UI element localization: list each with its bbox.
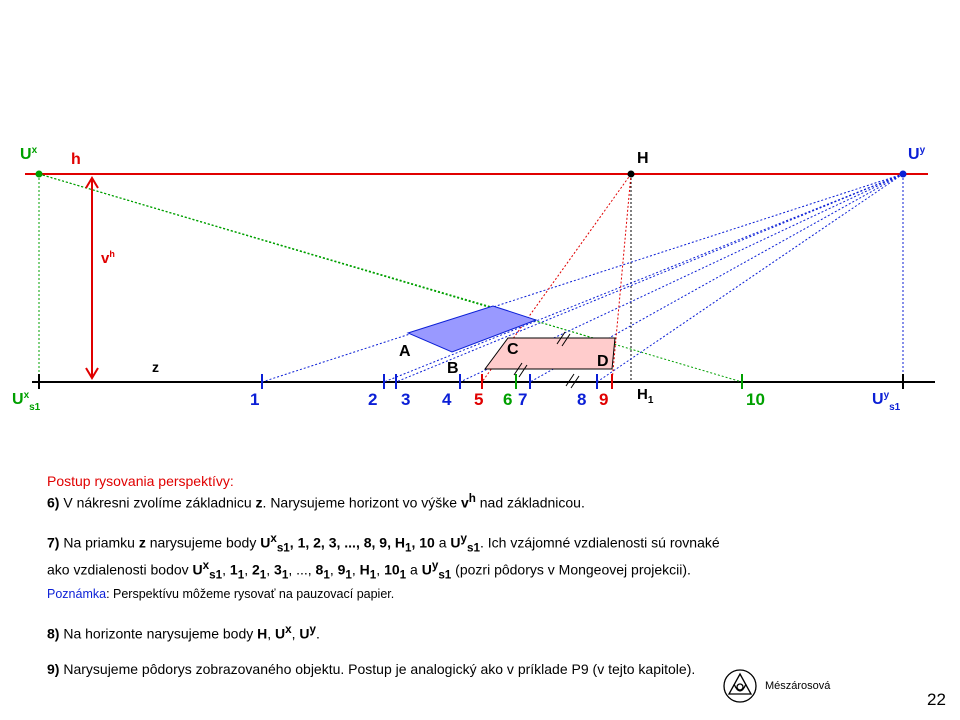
page-number: 22 <box>927 690 946 709</box>
label-h: h <box>71 151 81 168</box>
tick-label-6: 6 <box>503 390 513 409</box>
tick-label-1: 1 <box>250 390 260 409</box>
uy-point <box>900 171 907 178</box>
label-B: B <box>447 360 459 377</box>
tick-label-10: 10 <box>746 390 765 409</box>
label-H1: $H_1$ <box>637 386 654 406</box>
tick-label-3: 3 <box>401 390 411 409</box>
green-construction-lines <box>39 174 742 382</box>
tick-label-2: 2 <box>368 390 378 409</box>
step-7: 7) Na priamku z narysujeme body $U^x_{s1}$, 1, 2, 3, ..., 8, 9, $H_1$, 10 a $U^y_{s1}$. Ich vzájomné vzdialenosti sú rovnaké <box>47 531 720 555</box>
step-8: 8) Na horizonte narysujeme body H, $U^x$, $U^y$. <box>47 622 320 642</box>
instructions <box>47 472 827 678</box>
step-7-continued: ako vzdialenosti bodov $U^x_{s1}$, $1_1$, $2_1$, $3_1$, ..., $8_1$, $9_1$, $H_1$, $10_1$ a $U^y_{s1}$ (pozri pôdorys v Mongeovej projekcii). <box>47 559 691 582</box>
label-vh: $v^h$ <box>101 249 115 267</box>
tick-label-4: 4 <box>442 390 452 409</box>
instructions-heading: Postup rysovania perspektívy: <box>47 473 234 489</box>
label-ux-s1: $U^x_{s1}$ <box>12 390 41 413</box>
plan-parallelogram <box>485 338 615 369</box>
label-A: A <box>399 343 411 360</box>
h-point <box>628 171 635 178</box>
vh-arrow <box>86 178 98 378</box>
step-6: 6) V nákresni zvolíme základnicu z. Narysujeme horizont vo výške $v^h$ nad základnicou. <box>47 492 585 511</box>
label-uy-s1: $U^y_{s1}$ <box>872 390 901 413</box>
tick-label-7: 7 <box>518 390 528 409</box>
label-uy: $U^y$ <box>908 145 926 163</box>
label-D: D <box>597 353 609 370</box>
step-9: 9) Narysujeme pôdorys zobrazovaného objektu. Postup je analogický ako v príklade P9 (v tejto kapitole). <box>47 661 696 678</box>
tick-label-8: 8 <box>577 390 587 409</box>
label-H: H <box>637 150 649 167</box>
note: Poznámka: Perspektívu môžeme rysovať na pauzovací papier. <box>47 586 395 601</box>
author-name: Mészárosová <box>765 680 831 692</box>
label-ux: $U^x$ <box>20 145 38 163</box>
tick-label-5: 5 <box>474 390 484 409</box>
tick-label-9: 9 <box>599 390 609 409</box>
label-C: C <box>507 341 519 358</box>
author-badge <box>722 668 831 707</box>
author-logo-icon <box>722 668 758 704</box>
ux-point <box>36 171 43 178</box>
label-z: z <box>152 359 159 375</box>
